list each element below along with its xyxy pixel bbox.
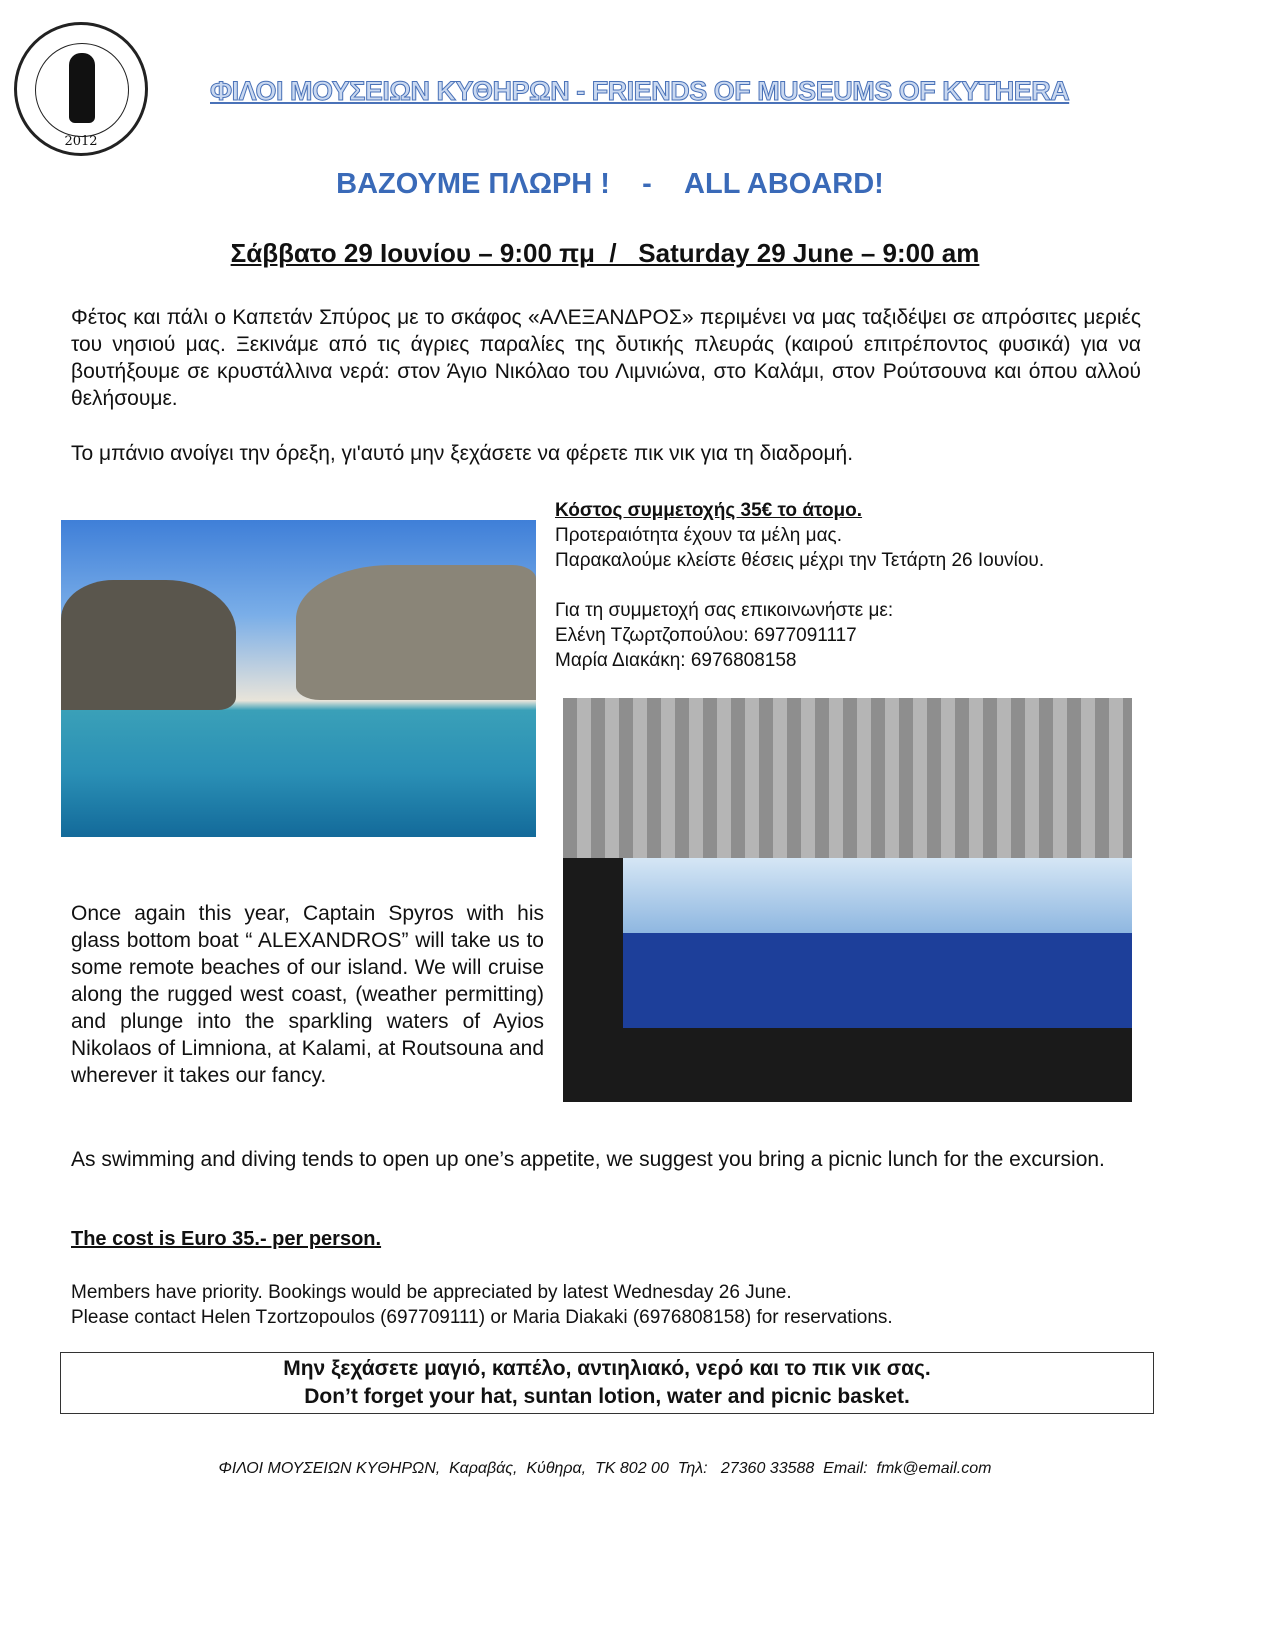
beach-photo	[61, 520, 536, 837]
greek-cost: Κόστος συμμετοχής 35€ το άτομο.	[555, 500, 863, 521]
reminder-english: Don’t forget your hat, suntan lotion, water and picnic basket.	[304, 1385, 910, 1408]
greek-contact-1: Ελένη Τζωρτζοπούλου: 6977091117	[555, 625, 857, 646]
greek-picnic: Το μπάνιο ανοίγει την όρεξη, γι'αυτό μην ξεχάσετε να φέρετε πικ νικ για τη διαδρομή.	[71, 442, 854, 465]
english-booking	[71, 1280, 893, 1330]
greek-contact-2: Μαρία Διακάκη: 6976808158	[555, 650, 797, 671]
boat-photo	[563, 698, 1132, 1102]
greek-priority: Προτεραιότητα έχουν τα μέλη μας.	[555, 525, 842, 546]
english-members: Members have priority. Bookings would be appreciated by latest Wednesday 26 June.	[71, 1282, 792, 1303]
greek-intro: Φέτος και πάλι ο Καπετάν Σπύρος με το σκάφος «ΑΛΕΞΑΝΔΡΟΣ» περιμένει να μας ταξιδέψει σε απρόσιτες μεριές του νησιού μας. Ξεκινάμε από τις άγριες παραλίες της δυτικής πλευράς (καιρού επιτρέποντος φυσικά) για να βουτήξουμε σε κρυστάλλινα νερά: στον Άγιο Νικόλαο του Λιμνιώνα, στο Καλάμι, στον Ρούτσουνα και όπου αλλού θελήσουμε.	[71, 306, 1141, 410]
greek-info	[555, 498, 1044, 673]
footer-contact: ΦΙΛΟΙ ΜΟΥΣΕΙΩΝ ΚΥΘΗΡΩΝ, Καραβάς, Κύθηρα, ΤΚ 802 00 Τηλ: 27360 33588 Email: fmk@email.com	[218, 1460, 992, 1477]
greek-booking: Παρακαλούμε κλείστε θέσεις μέχρι την Τετάρτη 26 Ιουνίου.	[555, 550, 1045, 571]
english-contact: Please contact Helen Tzortzopoulos (697709111) or Maria Diakaki (6976808158) for reservations.	[71, 1307, 893, 1328]
org-title-link[interactable]: ΦΙΛΟΙ ΜΟΥΣΕΙΩΝ ΚΥΘΗΡΩΝ - FRIENDS OF MUSEUMS OF KYTHERA	[210, 76, 1070, 106]
greek-contact-intro: Για τη συμμετοχή σας επικοινωνήστε με:	[555, 600, 894, 621]
event-date: Σάββατο 29 Ιουνίου – 9:00 πμ / Saturday 29 June – 9:00 am	[230, 238, 980, 268]
english-cost: The cost is Euro 35.- per person.	[71, 1228, 382, 1250]
english-intro: Once again this year, Captain Spyros with his glass bottom boat “ ALEXANDROS” will take us to some remote beaches of our island. We will cruise along the rugged west coast, (weather permitting) and plunge into the sparkling waters of Ayios Nikolaos of Limniona, at Kalami, at Routsouna and wherever it takes our fancy.	[71, 902, 544, 1087]
reminder-greek: Μην ξεχάσετε μαγιό, καπέλο, αντιηλιακό, νερό και το πικ νικ σας.	[283, 1357, 931, 1380]
english-picnic: As swimming and diving tends to open up one’s appetite, we suggest you bring a picnic lunch for the excursion.	[71, 1148, 1105, 1171]
reminder-box	[60, 1352, 1154, 1414]
event-title: ΒΑΖΟΥΜΕ ΠΛΩΡΗ ! - ALL ABOARD!	[336, 168, 884, 200]
museum-logo: 2012	[14, 22, 148, 156]
